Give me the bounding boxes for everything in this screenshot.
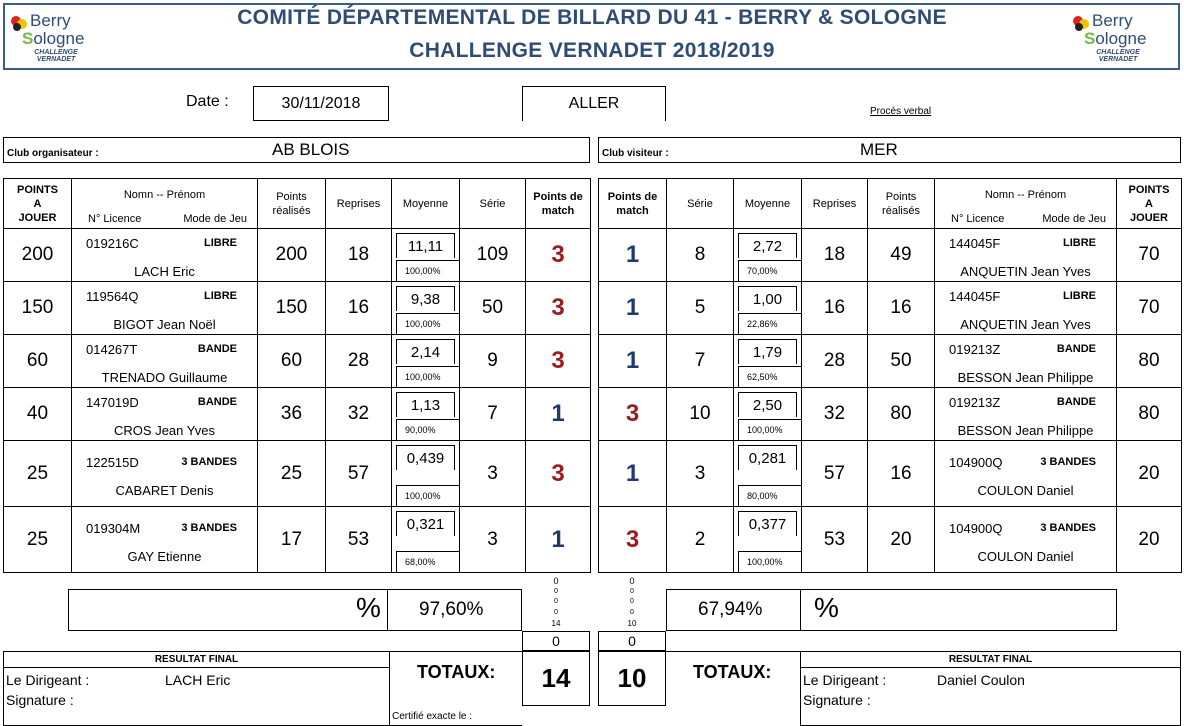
points-realises: 50: [868, 335, 935, 388]
col-moyenne: Moyenne: [392, 179, 460, 229]
pct-value: 100,00%: [396, 485, 459, 506]
home-percent-sign: %: [356, 592, 381, 623]
points-a-jouer: 60: [4, 335, 72, 388]
moyenne-value: 0,321: [396, 511, 455, 536]
reprises: 16: [802, 282, 868, 335]
home-zero-cell: 0: [522, 631, 590, 651]
reprises: 18: [326, 229, 392, 282]
col-serie: Série: [460, 179, 526, 229]
home-resultat-final-label: RESULTAT FINAL: [4, 652, 389, 668]
away-resultat-final-label: RESULTAT FINAL: [801, 652, 1180, 668]
serie: 10: [667, 388, 734, 441]
col-points-realises: Points réalisés: [258, 179, 326, 229]
points-de-match: 1: [526, 388, 591, 441]
moyenne-value: 2,50: [738, 392, 797, 417]
moyenne-value: 0,377: [738, 511, 797, 536]
points-a-jouer: 80: [1117, 388, 1182, 441]
player-name: BESSON Jean Philippe: [957, 423, 1094, 438]
points-de-match: 3: [526, 441, 591, 507]
player-mode: 3 BANDES: [1040, 521, 1096, 534]
moyenne-cell: [392, 441, 460, 507]
player-mode: BANDE: [1056, 343, 1096, 355]
player-licence: 119564Q: [86, 289, 139, 304]
logo-right: Berry Sologne CHALLENGE VERNADET: [1072, 8, 1164, 64]
pct-value: 90,00%: [396, 419, 459, 440]
moyenne-cell: [734, 507, 802, 573]
pct-value: 100,00%: [396, 313, 459, 334]
player-name: ANQUETIN Jean Yves: [960, 317, 1091, 332]
moyenne-cell: [734, 229, 802, 282]
reprises: 28: [326, 335, 392, 388]
col-nom-prenom: Nomn -- Prénom N° Licence Mode de Jeu: [72, 179, 258, 229]
serie: 7: [667, 335, 734, 388]
away-dirigeant-name: Daniel Coulon: [937, 672, 1025, 688]
reprises: 57: [326, 441, 392, 507]
table-row: [4, 229, 591, 282]
home-final-result: [3, 651, 390, 726]
player-name: GAY Etienne: [127, 548, 202, 564]
home-club-label: Club organisateur :: [7, 148, 99, 159]
moyenne-value: 1,13: [396, 392, 455, 417]
away-club-name: MER: [860, 140, 898, 159]
points-de-match: 3: [526, 335, 591, 388]
points-de-match: 1: [599, 441, 667, 507]
player-name: CABARET Denis: [115, 482, 214, 498]
home-total: 14: [522, 651, 590, 706]
player-name: CROS Jean Yves: [114, 423, 215, 438]
serie: 50: [460, 282, 526, 335]
serie: 3: [460, 507, 526, 573]
table-row: [599, 388, 1182, 441]
player-licence: 019213Z: [949, 342, 1001, 357]
points-realises: 60: [258, 335, 326, 388]
player-name: COULON Daniel: [977, 482, 1074, 498]
player-name: BESSON Jean Philippe: [957, 370, 1094, 385]
home-percentage: 97,60%: [419, 599, 484, 620]
table-row: [4, 507, 591, 573]
reprises: 53: [326, 507, 392, 573]
reprises: 28: [802, 335, 868, 388]
serie: 2: [667, 507, 734, 573]
pct-value: 80,00%: [738, 485, 801, 506]
points-de-match: 1: [599, 335, 667, 388]
away-percent-box: [666, 589, 1117, 631]
table-row: [599, 441, 1182, 507]
away-final-result: [800, 651, 1181, 726]
totaux-box: [390, 651, 522, 726]
moyenne-cell: [734, 335, 802, 388]
points-a-jouer: 200: [4, 229, 72, 282]
col-points-a-jouer: POINTS A JOUER: [1117, 179, 1182, 229]
col-moyenne: Moyenne: [734, 179, 802, 229]
player-licence: 144045F: [949, 289, 1001, 304]
serie: 3: [460, 441, 526, 507]
points-realises: 17: [258, 507, 326, 573]
table-row: [4, 282, 591, 335]
home-signature-label: Signature :: [6, 692, 74, 708]
moyenne-value: 11,11: [396, 233, 455, 258]
reprises: 57: [802, 441, 868, 507]
col-points-de-match: Points de match: [599, 179, 667, 229]
player-licence: 019304M: [86, 520, 141, 536]
points-de-match: 3: [599, 388, 667, 441]
points-de-match: 3: [599, 507, 667, 573]
home-mini-values: 0 0 0 0 14: [551, 576, 561, 628]
col-serie: Série: [667, 179, 734, 229]
pct-value: 68,00%: [396, 551, 459, 572]
player-licence: 014267T: [86, 342, 138, 357]
player-cell: [935, 507, 1117, 573]
home-dirigeant-label: Le Dirigeant :: [6, 672, 90, 688]
proces-verbal-link[interactable]: Procés verbal: [870, 106, 932, 117]
col-points-a-jouer: POINTS A JOUER: [4, 179, 72, 229]
reprises: 18: [802, 229, 868, 282]
player-licence: 144045F: [949, 236, 1001, 251]
points-realises: 16: [868, 282, 935, 335]
home-club-name: AB BLOIS: [272, 140, 350, 159]
player-name: BIGOT Jean Noël: [113, 317, 216, 332]
points-a-jouer: 70: [1117, 282, 1182, 335]
serie: 8: [667, 229, 734, 282]
moyenne-value: 2,72: [738, 233, 797, 258]
player-cell: [72, 388, 258, 441]
moyenne-value: 9,38: [396, 286, 455, 311]
player-cell: [72, 282, 258, 335]
home-totaux-label: TOTAUX:: [417, 662, 496, 682]
col-reprises: Reprises: [802, 179, 868, 229]
pct-value: 22,86%: [738, 313, 801, 334]
serie: 3: [667, 441, 734, 507]
moyenne-value: 2,14: [396, 339, 455, 364]
away-signature-label: Signature :: [803, 692, 871, 708]
player-cell: [935, 335, 1117, 388]
moyenne-cell: [734, 388, 802, 441]
player-cell: [72, 441, 258, 507]
date-label: Date :: [186, 93, 229, 110]
moyenne-value: 1,79: [738, 339, 797, 364]
points-a-jouer: 20: [1117, 507, 1182, 573]
away-zero-cell: 0: [598, 631, 666, 651]
player-mode: BANDE: [1056, 396, 1096, 408]
player-licence: 104900Q: [949, 520, 1003, 536]
table-row: [4, 441, 591, 507]
player-mode: BANDE: [197, 343, 237, 355]
points-realises: 36: [258, 388, 326, 441]
points-realises: 150: [258, 282, 326, 335]
serie: 7: [460, 388, 526, 441]
page-title: COMITÉ DÉPARTEMENTAL DE BILLARD DU 41 - BERRY & SOLOGNE: [237, 6, 947, 29]
player-mode: LIBRE: [1063, 237, 1096, 249]
home-club-box: [3, 137, 590, 163]
points-a-jouer: 80: [1117, 335, 1182, 388]
away-club-label: Club visiteur :: [602, 148, 669, 159]
table-row: [599, 229, 1182, 282]
table-row: [4, 388, 591, 441]
moyenne-cell: [392, 335, 460, 388]
col-points-de-match: Points de match: [526, 179, 591, 229]
points-de-match: 3: [526, 282, 591, 335]
player-name: COULON Daniel: [977, 548, 1074, 564]
home-percent-box: [68, 589, 522, 631]
player-licence: 147019D: [86, 395, 139, 410]
away-percentage: 67,94%: [698, 599, 763, 620]
pct-value: 70,00%: [738, 260, 801, 281]
points-realises: 200: [258, 229, 326, 282]
points-a-jouer: 25: [4, 441, 72, 507]
points-de-match: 1: [599, 229, 667, 282]
points-a-jouer: 20: [1117, 441, 1182, 507]
col-reprises: Reprises: [326, 179, 392, 229]
points-a-jouer: 40: [4, 388, 72, 441]
player-cell: [935, 388, 1117, 441]
serie: 109: [460, 229, 526, 282]
table-row: [599, 335, 1182, 388]
player-mode: LIBRE: [204, 290, 237, 302]
player-mode: LIBRE: [204, 237, 237, 249]
moyenne-value: 0,281: [738, 445, 797, 470]
points-realises: 49: [868, 229, 935, 282]
points-realises: 80: [868, 388, 935, 441]
points-a-jouer: 70: [1117, 229, 1182, 282]
moyenne-cell: [392, 229, 460, 282]
leg-field[interactable]: ALLER: [568, 94, 620, 112]
points-realises: 20: [868, 507, 935, 573]
points-a-jouer: 150: [4, 282, 72, 335]
player-mode: 3 BANDES: [181, 521, 237, 534]
moyenne-cell: [392, 282, 460, 335]
table-row: [4, 335, 591, 388]
table-row: [599, 507, 1182, 573]
serie: 9: [460, 335, 526, 388]
home-dirigeant-name: LACH Eric: [165, 672, 231, 688]
moyenne-cell: [392, 507, 460, 573]
moyenne-cell: [734, 282, 802, 335]
player-name: TRENADO Guillaume: [101, 370, 228, 385]
moyenne-value: 1,00: [738, 286, 797, 311]
reprises: 16: [326, 282, 392, 335]
pct-value: 100,00%: [396, 260, 459, 281]
reprises: 32: [802, 388, 868, 441]
pct-value: 100,00%: [396, 366, 459, 387]
table-row: [599, 282, 1182, 335]
player-mode: BANDE: [197, 396, 237, 408]
away-percent-sign: %: [814, 592, 839, 623]
moyenne-cell: [392, 388, 460, 441]
home-results-table: [3, 178, 591, 573]
points-realises: 25: [258, 441, 326, 507]
player-name: LACH Eric: [134, 264, 195, 279]
points-de-match: 1: [526, 507, 591, 573]
reprises: 32: [326, 388, 392, 441]
away-totaux-label: TOTAUX:: [693, 662, 772, 682]
player-name: ANQUETIN Jean Yves: [960, 264, 1091, 279]
away-total: 10: [598, 651, 666, 706]
player-licence: 104900Q: [949, 454, 1003, 470]
player-cell: [935, 441, 1117, 507]
serie: 5: [667, 282, 734, 335]
reprises: 53: [802, 507, 868, 573]
pct-value: 100,00%: [738, 551, 801, 572]
col-points-realises: Points réalisés: [868, 179, 935, 229]
logo-left: Berry Sologne CHALLENGE VERNADET: [10, 8, 102, 64]
points-de-match: 1: [599, 282, 667, 335]
player-cell: [935, 229, 1117, 282]
player-cell: [72, 229, 258, 282]
certifie-label: Certifié exacte le :: [392, 711, 473, 722]
moyenne-cell: [734, 441, 802, 507]
points-realises: 16: [868, 441, 935, 507]
away-mini-values: 0 0 0 0 10: [627, 576, 637, 628]
pct-value: 62,50%: [738, 366, 801, 387]
away-results-table: [598, 178, 1182, 573]
points-a-jouer: 25: [4, 507, 72, 573]
player-mode: 3 BANDES: [181, 455, 237, 468]
player-mode: 3 BANDES: [1040, 455, 1096, 468]
player-mode: LIBRE: [1063, 290, 1096, 302]
player-cell: [935, 282, 1117, 335]
away-dirigeant-label: Le Dirigeant :: [803, 672, 887, 688]
player-licence: 122515D: [86, 454, 139, 470]
date-field[interactable]: 30/11/2018: [253, 86, 389, 121]
col-nom-prenom: Nomn -- Prénom N° Licence Mode de Jeu: [935, 179, 1117, 229]
page-subtitle: CHALLENGE VERNADET 2018/2019: [409, 39, 775, 62]
player-cell: [72, 335, 258, 388]
points-de-match: 3: [526, 229, 591, 282]
player-licence: 019213Z: [949, 395, 1001, 410]
moyenne-value: 0,439: [396, 445, 455, 470]
player-licence: 019216C: [86, 236, 139, 251]
pct-value: 100,00%: [738, 419, 801, 440]
player-cell: [72, 507, 258, 573]
away-club-box: [598, 137, 1181, 163]
